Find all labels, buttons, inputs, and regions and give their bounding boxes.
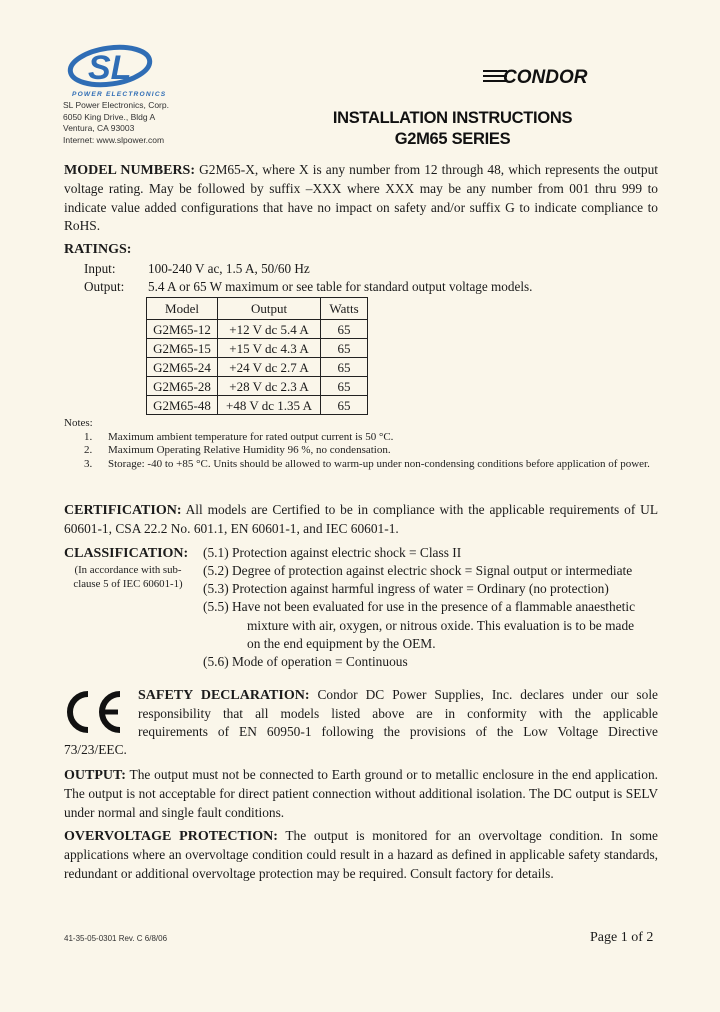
page-number: Page 1 of 2 [590, 930, 654, 945]
table-cell: G2M65-12 [147, 320, 218, 339]
classification-item: mixture with air, oxygen, or nitrous oxide. This evaluation is to be made [247, 618, 635, 633]
table-row [147, 377, 368, 396]
document-number: 41-35-05-0301 Rev. C 6/8/06 [64, 934, 168, 943]
sl-logo-tagline: POWER ELECTRONICS [72, 91, 167, 98]
table-row [147, 339, 368, 358]
table-cell: G2M65-24 [147, 358, 218, 377]
column-header-output: Output [218, 298, 321, 320]
ce-mark-icon [64, 688, 126, 736]
note-item [64, 431, 664, 445]
table-cell: 65 [321, 396, 368, 415]
ratings-heading-block [64, 240, 658, 259]
table-cell: +24 V dc 2.7 A [218, 358, 321, 377]
input-value: 100-240 V ac, 1.5 A, 50/60 Hz [148, 261, 310, 276]
classification-heading-block [64, 544, 204, 563]
safety-line-1 [138, 686, 658, 705]
table-cell: +48 V dc 1.35 A [218, 396, 321, 415]
note-number: 2. [84, 444, 93, 456]
condor-logo [483, 62, 608, 88]
certification-heading: CERTIFICATION: [64, 503, 182, 518]
safety-line-4: 73/23/EEC. [64, 742, 127, 757]
table-cell: G2M65-28 [147, 377, 218, 396]
address-line: Ventura, CA 93003 [63, 123, 135, 133]
table-cell: +12 V dc 5.4 A [218, 320, 321, 339]
input-label: Input: [84, 261, 116, 276]
classification-item: (5.1) Protection against electric shock = Class II [203, 545, 462, 560]
output-section [64, 766, 658, 822]
title-line-1: INSTALLATION INSTRUCTIONS [332, 109, 573, 127]
sl-logo-letters: SL [88, 49, 132, 87]
condor-wordmark: CONDOR [503, 67, 588, 88]
safety-line-3: requirements of EN 60950-1 following the provisions of the Low Voltage Directive [138, 724, 658, 739]
classification-item: (5.6) Mode of operation = Continuous [203, 654, 408, 669]
company-address [63, 100, 169, 146]
table-row [147, 358, 368, 377]
safety-heading: SAFETY DECLARATION: [138, 688, 310, 703]
classification-item: on the end equipment by the OEM. [247, 636, 436, 651]
ratings-notes [64, 417, 664, 471]
address-line: SL Power Electronics, Corp. [63, 100, 169, 110]
table-cell: 65 [321, 358, 368, 377]
overvoltage-text: The output is monitored for an overvoltage condition. In some applications where an overvoltage condition could result in a hazard as defined in applicable safety standards, redundant or additional overvoltage protection may be required. Consult factory for details. [64, 828, 658, 881]
table-cell: 65 [321, 377, 368, 396]
note-number: 1. [84, 430, 93, 443]
overvoltage-section [64, 827, 658, 883]
certification-text: All models are Certified to be in compliance with the applicable requirements of UL 60601-1, CSA 22.2 No. 601.1, EN 60601-1, and IEC 60601-1. [64, 502, 659, 537]
column-header-watts: Watts [321, 298, 368, 320]
model-numbers-heading: MODEL NUMBERS: [64, 163, 196, 178]
table-cell: 65 [321, 339, 368, 358]
certification-section [64, 501, 658, 539]
note-text: Maximum Operating Relative Humidity 96 %, no condensation. [108, 444, 391, 456]
model-numbers-section [64, 161, 658, 235]
table-header-row [147, 298, 368, 320]
table-cell: 65 [321, 320, 368, 339]
note-text: Maximum ambient temperature for rated output current is 50 °C. [108, 430, 394, 443]
output-text: The output must not be connected to Earth ground or to metallic enclosure in the end application. The output is not acceptable for direct patient connection without additional isolation. The DC output is SELV under normal and single fault conditions. [64, 767, 658, 820]
model-numbers-text: G2M65-X, where X is any number from 12 through 48, which represents the output voltage rating. May be followed by suffix –XXX where XXX may be any number from 001 thru 999 to indicate value added configurations that have no impact on safety and/or suffix G to indicate compliance to RoHS. [64, 162, 658, 233]
table-cell: +15 V dc 4.3 A [218, 339, 321, 358]
table-cell: G2M65-15 [147, 339, 218, 358]
classification-side-note: (In accordance with sub-clause 5 of IEC 60601-1) [73, 564, 183, 590]
note-text: Storage: -40 to +85 °C. Units should be allowed to warm-up under non-condensing conditions before application of power. [108, 457, 650, 470]
output-label: Output: [84, 279, 125, 294]
classification-item: (5.5) Have not been evaluated for use in the presence of a flammable anaesthetic [203, 599, 636, 614]
title-line-2: G2M65 SERIES [394, 130, 511, 148]
address-line: Internet: www.slpower.com [63, 134, 165, 145]
output-heading: OUTPUT: [64, 768, 126, 783]
sl-logo [66, 44, 178, 100]
output-value: 5.4 A or 65 W maximum or see table for standard output voltage models. [148, 279, 533, 294]
classification-heading: CLASSIFICATION: [64, 546, 189, 561]
note-item [64, 444, 664, 458]
table-row [147, 396, 368, 415]
safety-text: Condor DC Power Supplies, Inc. declares under our sole [317, 687, 658, 702]
model-table [146, 297, 368, 415]
table-row [147, 320, 368, 339]
note-number: 3. [84, 457, 93, 470]
notes-title: Notes: [64, 417, 93, 429]
table-cell: +28 V dc 2.3 A [218, 377, 321, 396]
note-item [64, 458, 664, 472]
column-header-model: Model [147, 298, 218, 320]
table-cell: G2M65-48 [147, 396, 218, 415]
classification-item: (5.2) Degree of protection against electric shock = Signal output or intermediate [203, 563, 633, 578]
classification-item: (5.3) Protection against harmful ingress of water = Ordinary (no protection) [203, 581, 609, 596]
document-title [300, 108, 605, 150]
ratings-heading: RATINGS: [64, 242, 132, 257]
safety-line-2: responsibility that all models listed above are in conformity with the applicable [138, 706, 658, 721]
address-line: 6050 King Drive., Bldg A [63, 111, 156, 122]
overvoltage-heading: OVERVOLTAGE PROTECTION: [64, 829, 278, 844]
